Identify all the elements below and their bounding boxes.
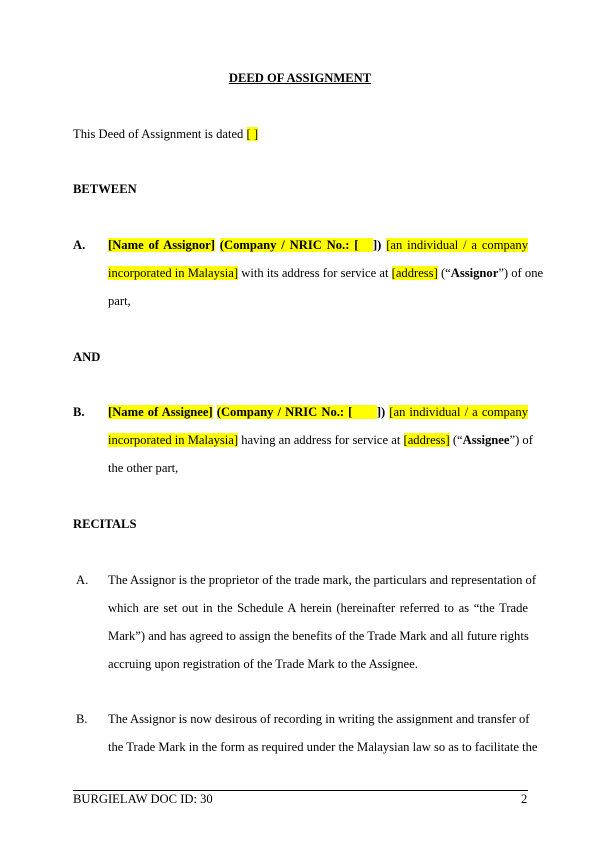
party-a-line-3: part,: [108, 294, 131, 308]
recital-b-line-2: the Trade Mark in the form as required under the Malaysian law so as to facilitate the: [108, 740, 538, 754]
party-b-address-text: having an address for service at: [238, 433, 404, 447]
recitals-heading: RECITALS: [73, 517, 137, 531]
party-a-address-text: with its address for service at: [238, 266, 392, 280]
dated-text: This Deed of Assignment is dated: [73, 127, 247, 141]
recital-a-line-1: The Assignor is the proprietor of the trade mark, the particulars and representation of: [108, 573, 537, 587]
party-a-defined-open: (“: [437, 266, 451, 280]
party-b-company-blank[interactable]: [352, 405, 376, 419]
party-b-company-close: ]): [376, 405, 386, 419]
recital-b-marker: B.: [76, 712, 88, 726]
party-a-marker: A.: [73, 238, 86, 252]
dated-line: [73, 127, 258, 142]
footer-rule: [73, 790, 528, 791]
party-b-address-field[interactable]: [address]: [403, 433, 450, 447]
party-a-line-2: [108, 266, 544, 281]
party-a-type-field-2[interactable]: incorporated in Malaysia]: [108, 266, 239, 280]
party-a-name-field[interactable]: [Name of Assignor]: [108, 238, 215, 252]
party-a-company-blank[interactable]: [358, 238, 373, 252]
party-a-type-field-1[interactable]: [an individual / a company: [386, 238, 528, 252]
footer-page-number: 2: [521, 792, 528, 806]
recital-b-line-1: The Assignor is now desirous of recording in writing the assignment and transfer of: [108, 712, 530, 726]
party-a-line-1: [108, 238, 528, 253]
party-a-defined-close: ”) of one: [498, 266, 544, 280]
party-b-type-field-2[interactable]: incorporated in Malaysia]: [108, 433, 239, 447]
party-a-company-label: (Company / NRIC No.: [: [219, 238, 359, 252]
party-b-line-1: [108, 405, 528, 420]
party-a-address-field[interactable]: [address]: [391, 266, 438, 280]
recital-a-line-4: accruing upon registration of the Trade Mark to the Assignee.: [108, 657, 418, 671]
document-title: DEED OF ASSIGNMENT: [228, 71, 372, 85]
footer-doc-id: BURGIELAW DOC ID: 30: [73, 792, 213, 806]
party-b-type-field-1[interactable]: [an individual / a company: [389, 405, 528, 419]
party-b-line-3: the other part,: [108, 461, 179, 475]
between-heading: BETWEEN: [73, 182, 137, 196]
party-b-defined-term: Assignee: [462, 433, 510, 447]
party-b-defined-open: (“: [449, 433, 463, 447]
dated-blank-field[interactable]: [ ]: [246, 127, 259, 141]
party-a-defined-term: Assignor: [450, 266, 499, 280]
party-b-name-field[interactable]: [Name of Assignee]: [108, 405, 213, 419]
recital-a-marker: A.: [76, 573, 89, 587]
and-heading: AND: [73, 350, 101, 364]
recital-a-line-2: which are set out in the Schedule A herein (hereinafter referred to as “the Trade: [108, 601, 528, 615]
party-b-company-label: (Company / NRIC No.: [: [216, 405, 353, 419]
party-b-line-2: [108, 433, 533, 448]
recital-a-line-3: Mark”) and has agreed to assign the benefits of the Trade Mark and all future rights: [108, 629, 529, 643]
party-b-defined-close: ”) of: [509, 433, 533, 447]
party-b-marker: B.: [73, 405, 85, 419]
party-a-company-close: ]): [372, 238, 382, 252]
